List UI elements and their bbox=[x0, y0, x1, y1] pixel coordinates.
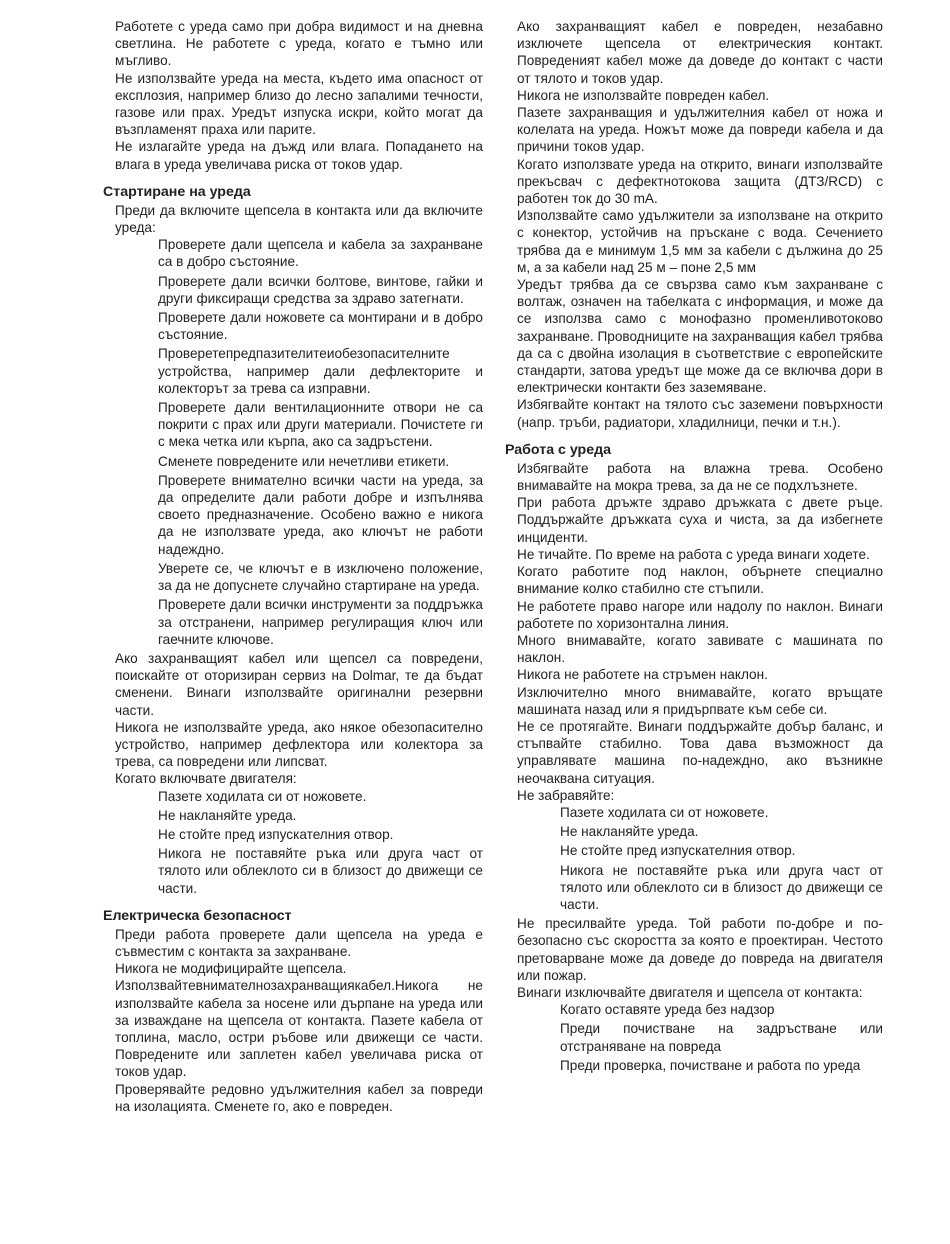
paragraph: Избягвайте работа на влажна трева. Особено внимавайте на мокра трева, за да не се подхлъзнете. bbox=[517, 460, 883, 494]
paragraph: Когато използвате уреда на открито, винаги използвайте прекъсвач с дефектнотокова защита (ДТЗ/RCD) с работен ток до 30 mA. bbox=[517, 156, 883, 207]
paragraph: Винаги изключвайте двигателя и щепсела от контакта: bbox=[517, 984, 863, 1000]
list-item: Преди почистване на задръстване или отстраняване на повреда bbox=[560, 1021, 883, 1054]
list-item: Никога не поставяйте ръка или друга част от тялото или облеклото си в близост до движещи се части. bbox=[158, 846, 483, 896]
section-heading-start: Стартиране на уреда bbox=[103, 183, 251, 200]
paragraph: Не използвайте уреда на места, където има опасност от експлозия, например близо до лесно запалими течности, газове или прах. Уредът изпуска искри, който могат да възпламенят праха или парите. bbox=[115, 70, 483, 138]
paragraph: Проверявайте редовно удължителния кабел за повреди на изолацията. Сменете го, ако е повреден. bbox=[115, 1081, 483, 1114]
paragraph: Изключително много внимавайте, когато връщате машината назад или я придърпвате към себе си. bbox=[517, 684, 883, 717]
paragraph: Ако захранващият кабел или щепсел са повредени, поискайте от оторизиран сервиз на Dolmar, те да бъдат сменени. Винаги използвайте оригинални резервни части. bbox=[115, 650, 483, 718]
paragraph: Когато работите под наклон, обърнете специално внимание колко стабилно сте стъпили. bbox=[517, 564, 883, 597]
paragraph: Никога не работете на стръмен наклон. bbox=[517, 667, 768, 683]
paragraph: Използвайте само удължители за използване на открито с конектор, устойчив на пръскане с вода. Сечението трябва да е минимум 1,5 мм за кабели с дължина до 25 м, а за кабели над 25 м – поне 2,5 мм bbox=[517, 208, 883, 275]
list-item: Не стойте пред изпускателния отвор. bbox=[158, 826, 394, 842]
list-item: Проверете дали всички болтове, винтове, гайки и други фиксиращи средства за здраво затегнати. bbox=[158, 273, 483, 306]
list-item: Пазете ходилата си от ножовете. bbox=[560, 804, 769, 820]
paragraph: Работете с уреда само при добра видимост и на дневна светлина. Не работете с уреда, когато е тъмно или мъгливо. bbox=[115, 19, 483, 69]
paragraph: Пазете захранващия и удължителния кабел от ножа и колелата на уреда. Ножът може да повреди кабела и да причини токов удар. bbox=[517, 105, 883, 155]
paragraph: Използвайтевнимателнозахранващиякабел.Никога не използвайте кабела за носене или дърпане на уреда или за изваждане на щепсела от контакта. Пазете кабела от топлина, масло, остри ръбове или движещи се части. Повредените или заплетен кабел увеличава риска от токов удар. bbox=[115, 978, 483, 1080]
list-item: Не накланяйте уреда. bbox=[560, 824, 699, 840]
paragraph: Не работете право нагоре или надолу по наклон. Винаги работете по хоризонтална линия. bbox=[517, 598, 883, 631]
list-item: Проверете дали ножовете са монтирани и в добро състояние. bbox=[158, 310, 483, 343]
paragraph: Не се протягайте. Винаги поддържайте добър баланс, и стъпвайте стабилно. Това дава възможност да управлявате машина по-надеждно, ако възникне неочаквана ситуация. bbox=[517, 718, 883, 786]
list-item: Преди проверка, почистване и работа по уреда bbox=[560, 1057, 861, 1073]
list-item: Проверете дали всички инструменти за поддръжка за отстранени, например регулиращия ключ или гаечните ключове. bbox=[158, 597, 483, 647]
paragraph: Никога не използвайте уреда, ако някое обезопасително устройство, например дефлектора или колектора за трева, са повредени или липсват. bbox=[115, 719, 483, 770]
paragraph: Преди да включите щепсела в контакта или да включите уреда: bbox=[115, 202, 483, 236]
left-column bbox=[103, 18, 483, 1115]
paragraph: Не тичайте. По време на работа с уреда винаги ходете. bbox=[517, 546, 870, 562]
paragraph: При работа дръжте здраво дръжката с двете ръце. Поддържайте дръжката суха и чиста, за да избегнете инциденти. bbox=[517, 495, 883, 545]
list-item: Проверетепредпазителитеиобезопасителните устройства, например дали дефлекторите и колекторът за трева са изправни. bbox=[158, 346, 483, 396]
list-item: Не накланяйте уреда. bbox=[158, 807, 297, 823]
list-item: Сменете повредените или нечетливи етикети. bbox=[158, 453, 450, 469]
paragraph: Уредът трябва да се свързва само към захранване с волтаж, означен на табелката с информация, и може да се използва само с монофазно променливотоково захранване. Проводниците на захранващия кабел трябва да са с двойна изолация в съответствие с европейските стандарти, затова уредът ще може да се включва дори в електрически контакти без заземяване. bbox=[517, 277, 883, 396]
list-item: Когато оставяте уреда без надзор bbox=[560, 1002, 775, 1018]
paragraph: Никога не модифицирайте щепсела. bbox=[115, 961, 347, 977]
list-item: Не стойте пред изпускателния отвор. bbox=[560, 843, 796, 859]
paragraph: Не излагайте уреда на дъжд или влага. Попадането на влага в уреда увеличава риска от токов удар. bbox=[115, 139, 483, 172]
list-item: Проверете дали вентилационните отвори не са покрити с прах или други материали. Почистете ги с мека четка или кърпа, ако са задръстени. bbox=[158, 400, 483, 450]
paragraph: Не забравяйте: bbox=[517, 787, 615, 803]
list-item: Проверете внимателно всички части на уреда, за да определите дали работи добре и изпълнява своето предназначение. Особено важно е никога да не използвате уреда, ако ключът не работи надеждно. bbox=[158, 472, 483, 557]
right-column bbox=[505, 18, 883, 1076]
section-heading-electrical: Електрическа безопасност bbox=[103, 907, 292, 924]
paragraph: Много внимавайте, когато завивате с машината по наклон. bbox=[517, 632, 883, 666]
paragraph: Когато включвате двигателя: bbox=[115, 771, 297, 787]
paragraph: Избягвайте контакт на тялото със заземени повърхности (напр. тръби, радиатори, хладилници, печки и т.н.). bbox=[517, 397, 883, 430]
section-heading-operation: Работа с уреда bbox=[505, 441, 612, 458]
list-item: Проверете дали щепсела и кабела за захранване са в добро състояние. bbox=[158, 237, 483, 270]
paragraph: Не пресилвайте уреда. Той работи по-добре и по-безопасно със скоростта за която е проектиран. Честото претоварване може да доведе до повреда на двигателя или пожар. bbox=[517, 916, 883, 983]
paragraph: Никога не използвайте повреден кабел. bbox=[517, 87, 770, 103]
paragraph: Преди работа проверете дали щепсела на уреда е съвместим с контакта за захранване. bbox=[115, 926, 483, 959]
list-item: Пазете ходилата си от ножовете. bbox=[158, 788, 367, 804]
paragraph: Ако захранващият кабел е повреден, незабавно изключете щепсела от електрическия контакт. Повреденият кабел може да доведе до контакт с части от тялото и токов удар. bbox=[517, 19, 883, 86]
list-item: Уверете се, че ключът е в изключено положение, за да не допуснете случайно стартиране на уреда. bbox=[158, 560, 483, 594]
list-item: Никога не поставяйте ръка или друга част от тялото или облеклото си в близост до движещи се части. bbox=[560, 862, 883, 912]
